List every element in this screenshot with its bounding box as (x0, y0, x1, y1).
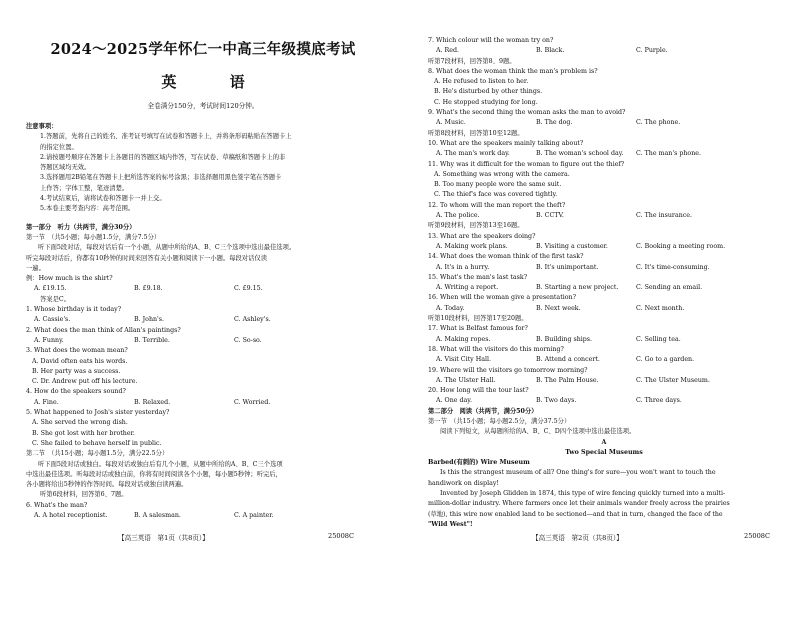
museum-paragraph: handiwork on display! (428, 479, 499, 487)
option-c: C. Three days. (636, 397, 682, 405)
museum-paragraph: (草地), this wire now enabled land to be sectioned—and that in turn, changed the face of the (428, 510, 723, 518)
option-b: B. The woman's school day. (536, 150, 624, 158)
question-4: 4. How do the speakers sound? (26, 388, 126, 396)
option-b: B. It's unimportant. (536, 263, 599, 271)
section1-instruction: 听下面5段对话，每段对话后有一个小题，从题中所给的A、B、C三个选项中选出最佳选项。 (38, 244, 296, 252)
example-options (26, 284, 380, 294)
option-c: C. The insurance. (636, 212, 693, 220)
question-6-options (26, 511, 380, 521)
question-12-options (428, 211, 780, 221)
option-b: B. She got lost with her brother. (32, 429, 135, 437)
question-16: 16. When will the woman give a presentation? (428, 294, 576, 302)
note-line: 答题区域均无效。 (40, 164, 91, 172)
option-b: B. John's. (134, 316, 165, 324)
option-a: A. Funny. (34, 336, 64, 344)
question-16-options (428, 304, 780, 314)
part2-heading: 第二部分 阅读（共两节，满分50分） (428, 407, 538, 415)
option-c: C. Sending an email. (636, 284, 703, 292)
option-b: B. Attend a concert. (536, 356, 600, 364)
section2-heading: 第二节 （共15小题；每小题1.5分，满分22.5分） (26, 450, 169, 458)
option-c: C. Dr. Andrew put off his lecture. (32, 378, 138, 386)
museum-paragraph: "Wild West"! (428, 520, 473, 528)
section2-instruction: 中选出最佳选项。听每段对话或独白前，你将有时间阅读各个小题，每小题5秒钟；听完后， (26, 470, 282, 478)
option-b: B. Too many people wore the same suit. (434, 181, 562, 189)
section2-instruction: 各小题将给出5秒钟的作答时间。每段对话或独白读两遍。 (26, 481, 188, 489)
part2-section1-heading: 第一节 （共15小题；每小题2.5分，满分37.5分） (428, 417, 571, 425)
option-b: B. CCTV. (536, 212, 564, 220)
question-7: 7. Which colour will the woman try on? (428, 37, 554, 44)
question-13: 13. What are the speakers doing? (428, 232, 536, 240)
option-b: B. Terrible. (134, 336, 170, 344)
option-a: A. He refused to listen to her. (434, 78, 529, 86)
question-8: 8. What does the woman think the man's problem is? (428, 67, 598, 75)
option-a: A. £19.15. (34, 285, 67, 293)
option-c: C. He stopped studying for long. (434, 98, 538, 106)
option-a: A. Making ropes. (436, 335, 491, 343)
option-b: B. The Palm House. (536, 376, 599, 384)
option-a: A. Writing a report. (436, 284, 499, 292)
option-a: A. Visit City Hall. (436, 356, 491, 364)
option-b: B. Building ships. (536, 335, 593, 343)
exam-title: 2024～2025学年怀仁一中高三年级摸底考试 (50, 41, 356, 58)
option-a: A. The Ulster Hall. (436, 376, 496, 384)
option-a: A. Red. (436, 47, 460, 55)
option-c: C. Go to a garden. (636, 356, 695, 364)
question-17-options (428, 335, 780, 345)
option-c: C. Booking a meeting room. (636, 242, 726, 250)
question-18-options (428, 355, 780, 365)
question-15: 15. What's the man's last task? (428, 273, 528, 281)
option-a: A. Cassie's. (34, 316, 71, 324)
question-9: 9. What's the second thing the woman asks the man to avoid? (428, 109, 626, 117)
question-14-options (428, 263, 780, 273)
question-4-options (26, 398, 380, 408)
right-page-footer: 【高三英语 第2页（共8页）】 (532, 534, 623, 542)
question-9-options (428, 118, 780, 128)
note-line: 3.选择题用2B铅笔在答题卡上把所选答案的标号涂黑；非选择题用黑色签字笔在答题卡 (40, 174, 282, 182)
note-line: 1.答题前，先将自己的姓名、准考证号填写在试卷和答题卡上，并将条形码粘贴在答题卡上 (40, 133, 292, 141)
question-12: 12. To whom will the man report the theft? (428, 201, 566, 209)
score-line: 全卷满分150分，考试时间120分钟。 (147, 102, 259, 110)
question-1-options (26, 315, 380, 325)
question-6: 6. What's the man? (26, 501, 88, 509)
question-10: 10. What are the speakers mainly talking about? (428, 139, 584, 147)
question-7-options (428, 46, 780, 56)
option-b: B. Relaxed. (134, 398, 171, 406)
left-page-footer: 【高三英语 第1页（共8页）】 (118, 534, 209, 542)
question-20-options (428, 396, 780, 406)
example-question: 例：How much is the shirt? (26, 275, 113, 283)
note-line: 5.本卷主要考查内容：高考范围。 (40, 205, 135, 213)
option-c: C. It's time-consuming. (636, 263, 710, 271)
part2-section1-instruction: 阅读下列短文，从每题所给的A、B、C、D四个选项中选出最佳选项。 (440, 428, 636, 436)
question-2: 2. What does the man think of Allan's paintings? (26, 326, 181, 334)
question-13-options (428, 242, 780, 252)
museum-paragraph: Invented by Joseph Glidden in 1874, this type of wire fencing quickly turned into a multi- (440, 490, 726, 498)
option-b: B. Visiting a customer. (536, 242, 608, 250)
example-answer: 答案是C。 (40, 295, 71, 303)
passage-title: Two Special Museums (565, 448, 643, 456)
option-b: B. Two days. (536, 397, 577, 405)
option-c: C. She failed to behave herself in public. (32, 439, 162, 447)
museum-paragraph: million-dollar industry. Where farmers once let their animals wander freely across the prairies (428, 500, 730, 508)
museum-paragraph: Is this the strangest museum of all? One thing's for sure—you won't want to touch the (440, 469, 716, 477)
option-a: A. It's in a hurry. (436, 263, 490, 271)
question-18: 18. What will the visitors do this morning? (428, 345, 564, 353)
note-line: 2.请按题号顺序在答题卡上各题目的答题区域内作答，写在试卷、草稿纸和答题卡上的非 (40, 153, 286, 161)
option-c: C. So-so. (234, 336, 262, 344)
option-c: C. The Ulster Museum. (636, 376, 710, 384)
option-b: B. £9.18. (134, 285, 163, 293)
material-7: 听第7段材料，回答第8、9题。 (428, 57, 516, 65)
option-a: A. Fine. (34, 398, 59, 406)
question-17: 17. What is Belfast famous for? (428, 325, 528, 333)
option-c: C. £9.15. (234, 285, 263, 293)
right-page (428, 0, 780, 528)
option-c: C. Ashley's. (234, 316, 271, 324)
section1-instruction: 一遍。 (26, 264, 45, 272)
question-5: 5. What happened to Josh's sister yesterday? (26, 409, 170, 417)
option-b: B. Her party was a success. (32, 367, 121, 375)
section2-instruction: 听第6段材料，回答第6、7题。 (40, 491, 128, 499)
option-b: B. A salesman. (134, 511, 181, 519)
option-b: B. Next week. (536, 304, 581, 312)
option-c: C. The thief's face was covered tightly. (434, 191, 558, 199)
left-page (26, 0, 380, 519)
note-line: 上作答；字体工整，笔迹清楚。 (40, 184, 129, 192)
question-1: 1. Whose birthday is it today? (26, 306, 122, 314)
note-line: 4.考试结束后，请将试卷和答题卡一并上交。 (40, 195, 166, 203)
option-b: B. Black. (536, 47, 565, 55)
option-c: C. Next month. (636, 304, 685, 312)
option-c: C. A painter. (234, 511, 274, 519)
option-a: A. Making work plans. (436, 242, 508, 250)
option-c: C. Worried. (234, 398, 271, 406)
section1-instruction: 听完每段对话后，你都有10秒钟的时间来回答有关小题和阅读下一小题。每段对话仅读 (26, 254, 267, 262)
option-a: A. A hotel receptionist. (34, 511, 108, 519)
question-19: 19. Where will the visitors go tomorrow morning? (428, 366, 588, 374)
question-19-options (428, 376, 780, 386)
question-2-options (26, 336, 380, 346)
option-a: A. The police. (436, 212, 480, 220)
subject-title: 英 语 (161, 73, 269, 91)
note-line: 的指定位置。 (40, 143, 78, 151)
question-11: 11. Why was it difficult for the woman to figure out the thief? (428, 160, 625, 168)
option-c: C. The phone. (636, 119, 681, 127)
option-a: A. Something was wrong with the camera. (434, 170, 570, 178)
option-c: C. Selling tea. (636, 335, 681, 343)
section1-heading: 第一节 （共5小题；每小题1.5分，满分7.5分） (26, 233, 161, 241)
option-a: A. Today. (436, 304, 465, 312)
question-20: 20. How long will the tour last? (428, 387, 529, 395)
left-page-code: 25008C (328, 532, 355, 540)
option-b: B. Starting a new project. (536, 284, 619, 292)
option-c: C. Purple. (636, 47, 668, 55)
part1-heading: 第一部分 听力（共两节，满分30分） (26, 223, 136, 231)
option-b: B. He's disturbed by other things. (434, 88, 543, 96)
question-14: 14. What does the woman think of the first task? (428, 253, 584, 261)
option-a: A. The man's work day. (436, 150, 510, 158)
material-8: 听第8段材料，回答第10至12题。 (428, 129, 524, 137)
question-3: 3. What does the woman mean? (26, 347, 128, 355)
notes-heading: 注意事项： (26, 123, 58, 130)
question-15-options (428, 283, 780, 293)
section2-instruction: 听下面5段对话或独白。每段对话或独白后有几个小题，从题中所给的A、B、C三个选项 (38, 460, 283, 468)
option-c: C. The man's phone. (636, 150, 701, 158)
option-b: B. The dog. (536, 119, 573, 127)
material-10: 听第10段材料，回答第17至20题。 (428, 315, 528, 323)
right-page-code: 25008C (744, 532, 771, 540)
option-a: A. David often eats his words. (32, 357, 128, 365)
material-9: 听第9段材料，回答第13至16题。 (428, 222, 524, 230)
option-a: A. One day. (436, 397, 473, 405)
question-10-options (428, 149, 780, 159)
museum-heading: Barbed(有刺的) Wire Museum (428, 459, 530, 467)
option-a: A. She served the wrong dish. (32, 419, 128, 427)
option-a: A. Music. (436, 119, 466, 127)
passage-letter: A (601, 438, 607, 446)
